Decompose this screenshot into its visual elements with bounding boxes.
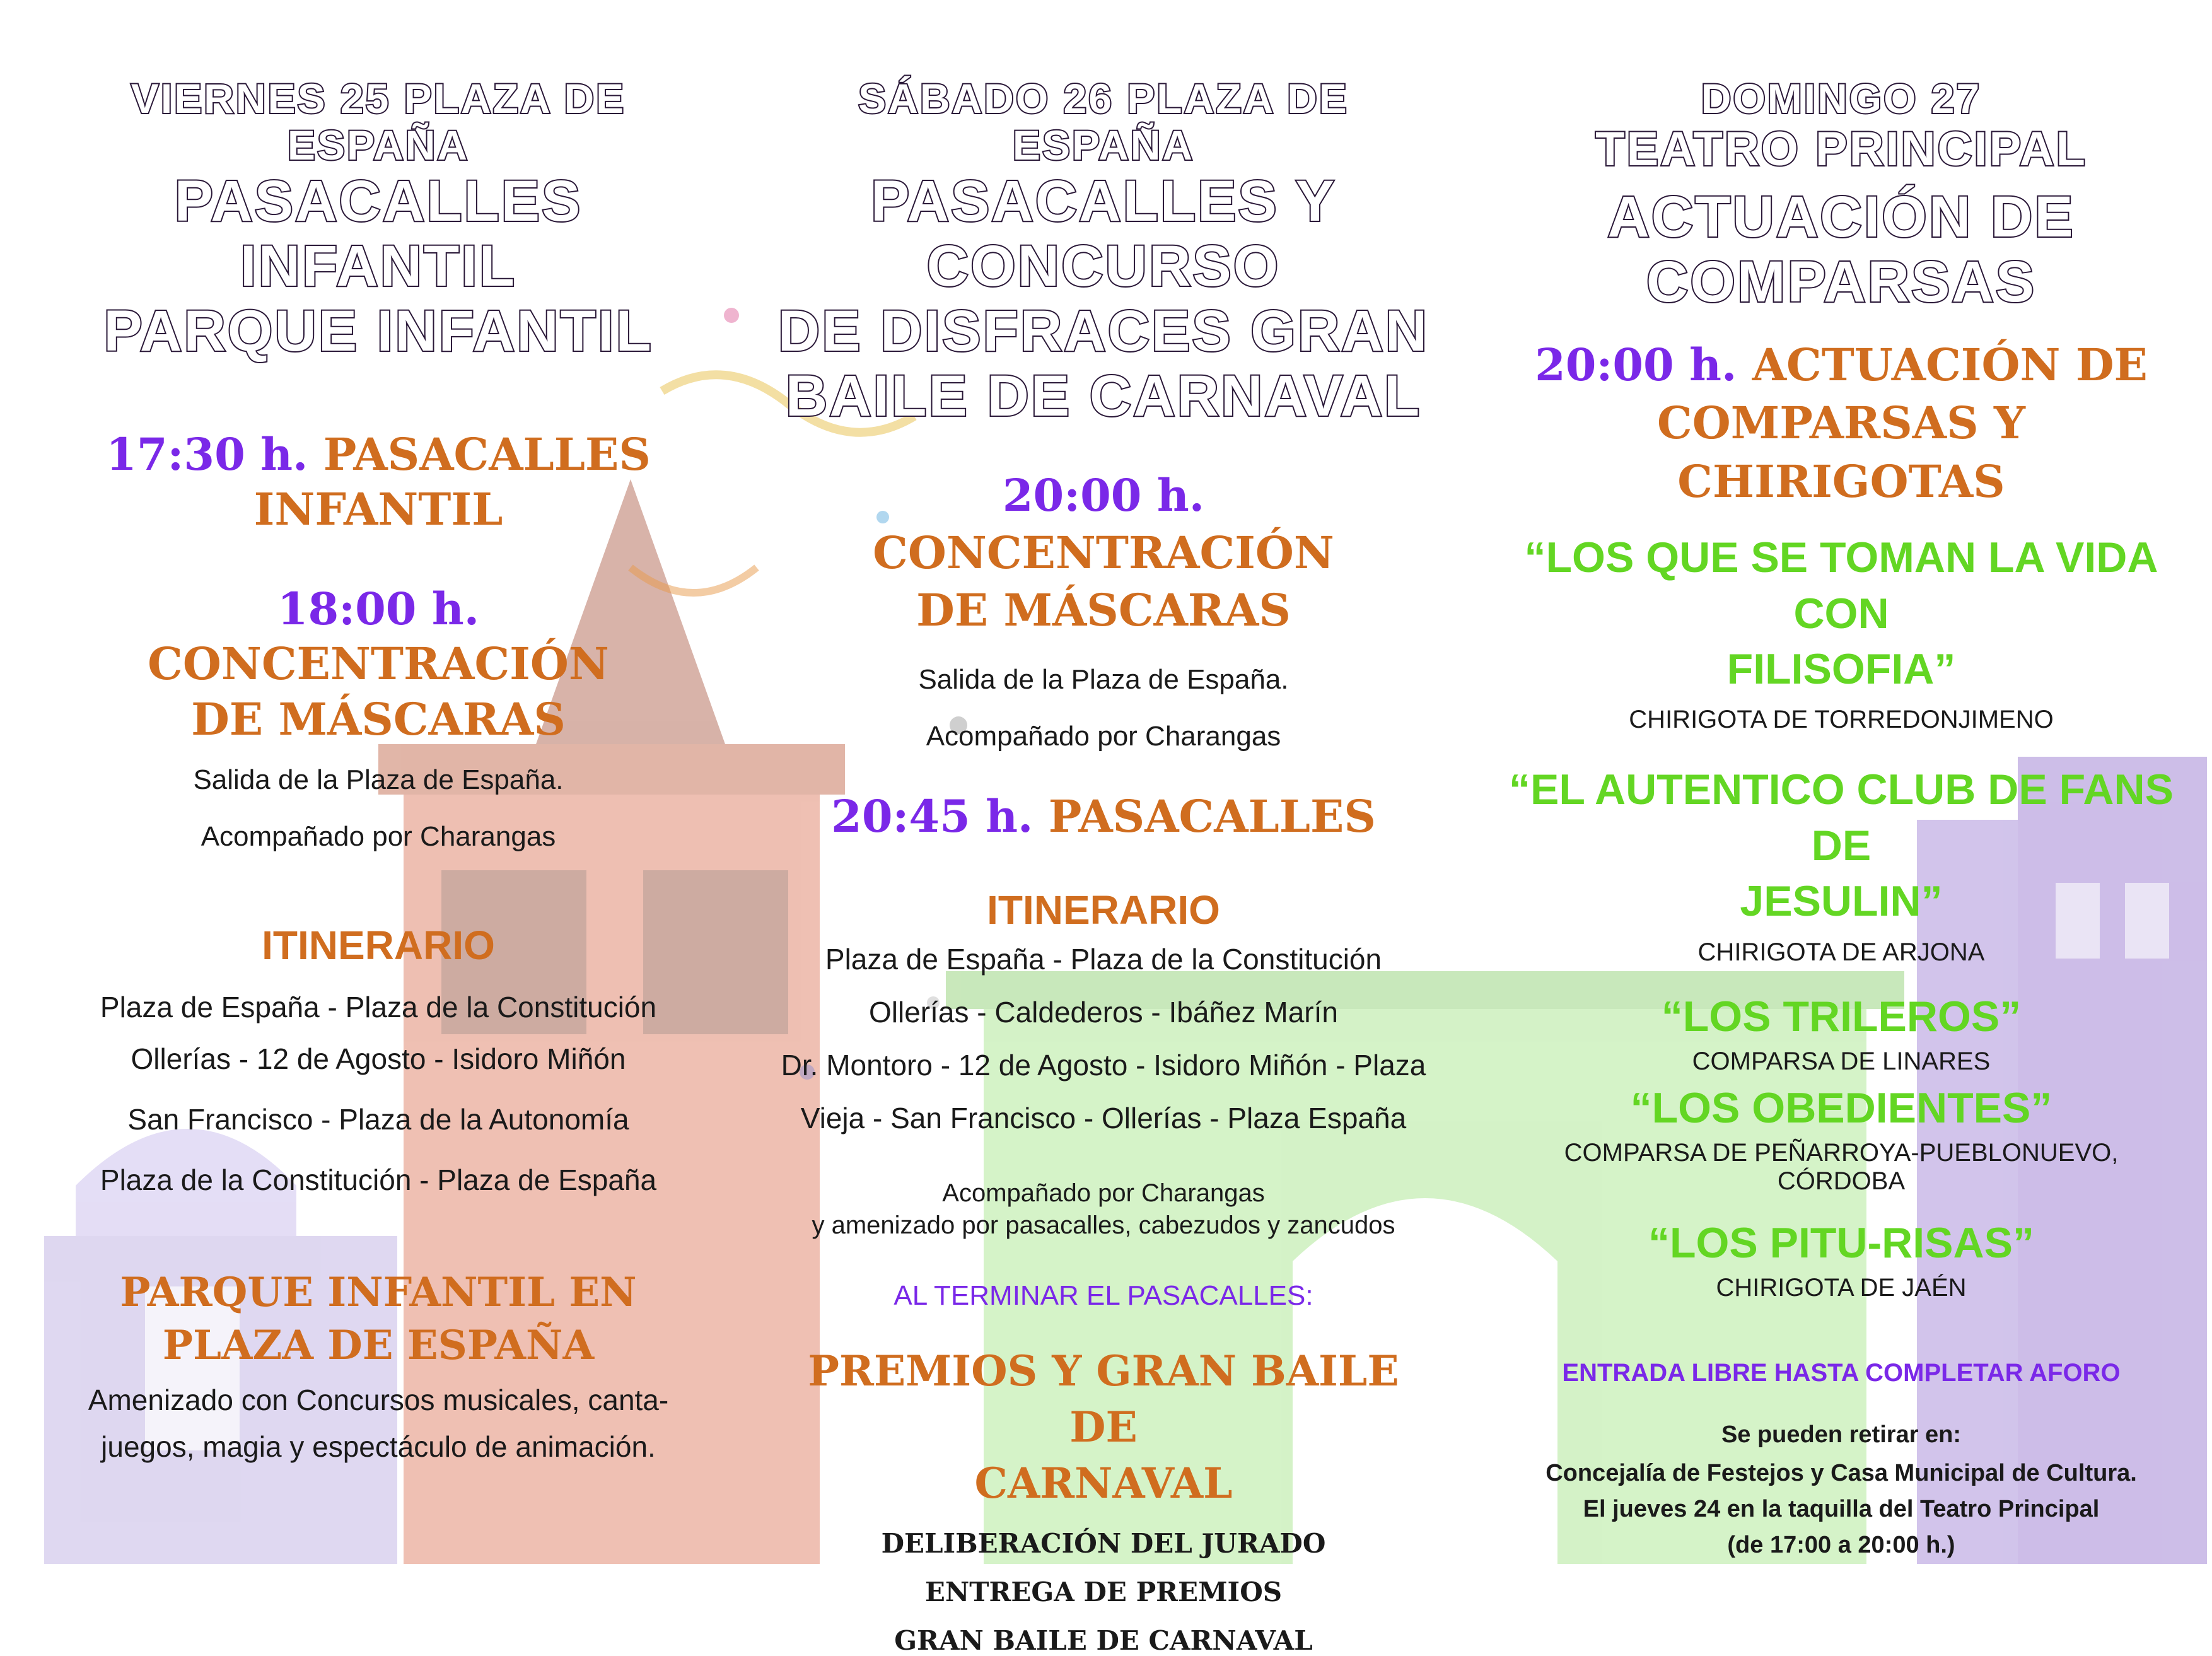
itinerary-line: San Francisco - Plaza de la Autonomía [127, 1103, 629, 1136]
group-type: CHIRIGOTA DE ARJONA [1697, 938, 1985, 966]
group-name: “LOS TRILEROS” [1661, 992, 2022, 1041]
parque-text: Amenizado con Concursos musicales, canta- [88, 1383, 669, 1416]
itinerary-line: Ollerías - Caldederos - Ibáñez Marín [869, 995, 1338, 1029]
parque-title-line1: PARQUE INFANTIL EN [120, 1269, 637, 1317]
event-pasacalles-infantil [44, 427, 713, 537]
itinerary-line: Ollerías - 12 de Agosto - Isidoro Miñón [131, 1042, 626, 1076]
premios-item: ENTREGA DE PREMIOS [924, 1577, 1283, 1608]
column-sabado [769, 0, 1438, 1656]
group-name-line2: JESULIN” [1740, 877, 1943, 926]
header-domingo-date: DOMINGO 27 [1701, 75, 1982, 122]
header-viernes-title2: PARQUE INFANTIL [103, 298, 653, 363]
event-concentracion [769, 467, 1438, 639]
accompaniment: y amenizado por pasacalles, cabezudos y zancudos [812, 1211, 1395, 1239]
group-name [1501, 762, 2182, 929]
event-time: 17:30 h. [106, 428, 308, 481]
itinerary-title: ITINERARIO [262, 923, 495, 969]
retirar-line: Concejalía de Festejos y Casa Municipal de Cultura. [1545, 1459, 2137, 1486]
group-name-line1: “EL AUTENTICO CLUB DE FANS DE [1508, 766, 2174, 870]
event-title-cont: DE MÁSCARAS [191, 692, 566, 745]
premios-title-line1: PREMIOS Y GRAN BAILE DE [808, 1346, 1399, 1452]
event-title: CONCENTRACIÓN [873, 526, 1334, 579]
itinerary-line: Plaza de España - Plaza de la Constitución [825, 942, 1382, 976]
retirar-line: El jueves 24 en la taquilla del Teatro Principal [1583, 1495, 2100, 1522]
event-title: PASACALLES [323, 428, 651, 481]
event-title-cont: DE MÁSCARAS [916, 583, 1291, 636]
group-type: COMPARSA DE LINARES [1692, 1047, 1991, 1075]
group-name: “LOS PITU-RISAS” [1648, 1218, 2035, 1267]
itinerary-line: Plaza de la Constitución - Plaza de España [100, 1163, 657, 1197]
group-type: COMPARSA DE PEÑARROYA-PUEBLONUEVO, CÓRDOBA [1564, 1138, 2119, 1195]
header-sabado-date: SÁBADO 26 PLAZA DE ESPAÑA [858, 75, 1349, 168]
event-time: 18:00 h. [277, 582, 480, 635]
event-time: 20:00 h. [1535, 339, 1737, 392]
group-type: CHIRIGOTA DE TORREDONJIMENO [1629, 706, 2054, 734]
header-domingo-title1: ACTUACIÓN DE [1607, 185, 2075, 250]
header-domingo-title2: COMPARSAS [1646, 250, 2037, 315]
event-detail: Acompañado por Charangas [201, 821, 556, 853]
event-time: 20:45 h. [831, 790, 1033, 843]
group-name-line1: “LOS QUE SE TOMAN LA VIDA CON [1524, 534, 2158, 638]
event-title: PASACALLES [1048, 790, 1376, 843]
group-name: “LOS OBEDIENTES” [1630, 1083, 2052, 1132]
column-domingo [1501, 0, 2182, 1559]
retirar-line: (de 17:00 a 20:00 h.) [1727, 1531, 1955, 1558]
premios-title [769, 1343, 1438, 1512]
event-actuacion [1501, 336, 2182, 511]
parque-infantil-title [44, 1266, 713, 1371]
group-name [1501, 530, 2182, 697]
group-name-line2: FILISOFIA” [1726, 645, 1956, 694]
parque-title-line2: PLAZA DE ESPAÑA [162, 1321, 595, 1369]
header-sabado-title1: PASACALLES Y CONCURSO [870, 168, 1337, 298]
itinerary-line: Plaza de España - Plaza de la Constitución [100, 991, 657, 1024]
event-concentracion [44, 581, 713, 747]
entrada-libre: ENTRADA LIBRE HASTA COMPLETAR AFORO [1562, 1358, 2121, 1387]
event-detail: Salida de la Plaza de España. [918, 663, 1289, 695]
header-sabado-title2: DE DISFRACES GRAN [777, 298, 1429, 363]
event-title-cont: INFANTIL [253, 483, 503, 536]
premios-item: DELIBERACIÓN DEL JURADO [881, 1528, 1326, 1560]
premios-title-line2: CARNAVAL [974, 1459, 1233, 1508]
event-detail: Acompañado por Charangas [926, 720, 1281, 752]
event-title: CONCENTRACIÓN [148, 638, 609, 691]
al-terminar: AL TERMINAR EL PASACALLES: [894, 1280, 1313, 1311]
header-viernes-date: VIERNES 25 PLAZA DE ESPAÑA [131, 75, 626, 168]
event-detail: Salida de la Plaza de España. [193, 764, 564, 796]
event-title-cont: COMPARSAS Y CHIRIGOTAS [1657, 397, 2025, 508]
header-sabado-title3: BAILE DE CARNAVAL [785, 363, 1422, 428]
premios-item: GRAN BAILE DE CARNAVAL [894, 1625, 1313, 1656]
itinerary-line: Dr. Montoro - 12 de Agosto - Isidoro Miñón - Plaza [781, 1048, 1426, 1082]
header-viernes-title1: PASACALLES INFANTIL [174, 168, 583, 298]
event-pasacalles [769, 790, 1438, 843]
accompaniment: Acompañado por Charangas [942, 1179, 1265, 1207]
group-type: CHIRIGOTA DE JAÉN [1716, 1273, 1967, 1302]
event-title: ACTUACIÓN DE [1752, 339, 2148, 392]
retirar-line: Se pueden retirar en: [1721, 1421, 1962, 1448]
header-domingo-venue: TEATRO PRINCIPAL [1595, 122, 2087, 176]
parque-text: juegos, magia y espectáculo de animación. [101, 1430, 656, 1463]
event-time: 20:00 h. [1002, 469, 1205, 522]
itinerary-line: Vieja - San Francisco - Ollerías - Plaza España [800, 1101, 1407, 1134]
column-viernes [44, 0, 713, 1464]
itinerary-title: ITINERARIO [987, 887, 1220, 933]
